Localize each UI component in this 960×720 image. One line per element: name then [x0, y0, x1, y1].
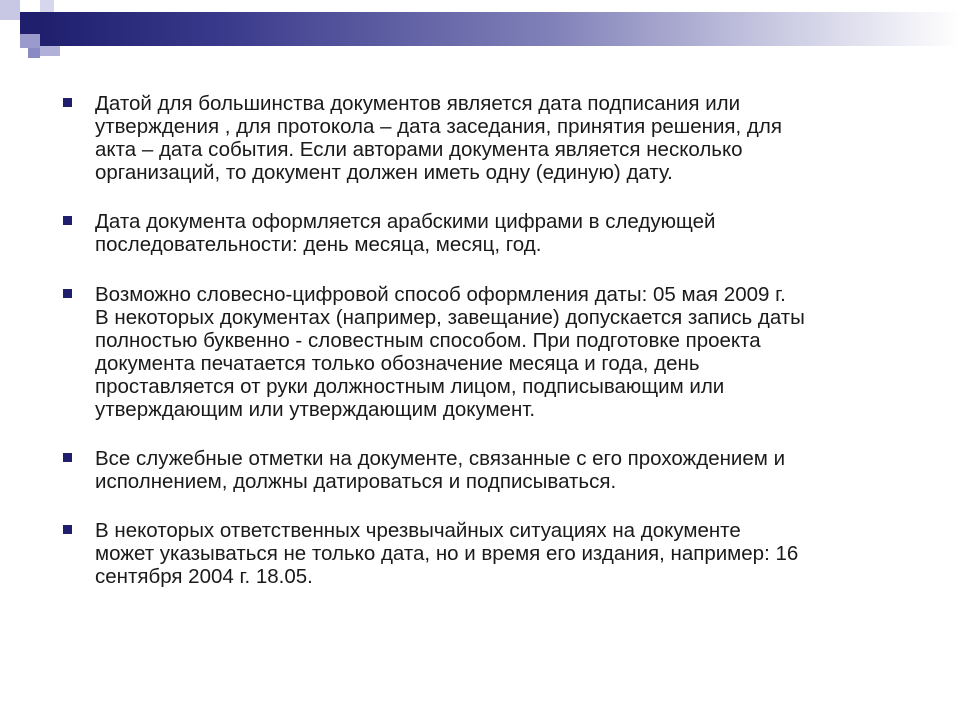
bullet-text-line: документа печатается только обозначение месяца и года, день	[95, 352, 700, 375]
bullet-item	[60, 283, 920, 421]
square-bullet-icon	[63, 453, 72, 462]
decor-square	[0, 34, 20, 48]
bullet-text-line: Все служебные отметки на документе, связанные с его прохождением и	[95, 447, 786, 470]
bullet-item	[60, 92, 920, 184]
decor-square	[28, 48, 40, 58]
bullet-text-line: последовательности: день месяца, месяц, год.	[95, 233, 542, 256]
bullet-text-line: утверждающим или утверждающим документ.	[95, 398, 536, 421]
decor-square	[0, 0, 20, 20]
square-bullet-icon	[63, 525, 72, 534]
bullet-text-line: организаций, то документ должен иметь одну (единую) дату.	[95, 161, 673, 184]
bullet-text-line: может указываться не только дата, но и время его издания, например: 16	[95, 542, 799, 565]
bullet-text-line: проставляется от руки должностным лицом, подписывающим или	[95, 375, 725, 398]
square-bullet-icon	[63, 289, 72, 298]
square-bullet-icon	[63, 98, 72, 107]
square-bullet-icon	[63, 216, 72, 225]
bullet-list	[60, 92, 920, 588]
bullet-item	[60, 210, 920, 256]
decor-square	[20, 34, 40, 48]
decor-square	[40, 46, 60, 56]
bullet-text-line: акта – дата события. Если авторами документа является несколько	[95, 138, 743, 161]
bullet-text-line: исполнением, должны датироваться и подписываться.	[95, 470, 617, 493]
bullet-text-line: сентября 2004 г. 18.05.	[95, 565, 313, 588]
bullet-item	[60, 447, 920, 493]
bullet-text-line: полностью буквенно - словестным способом. При подготовке проекта	[95, 329, 761, 352]
decor-square	[20, 12, 40, 34]
bullet-text-line: утверждения , для протокола – дата заседания, принятия решения, для	[95, 115, 782, 138]
decor-square	[40, 0, 54, 12]
header-gradient-band	[40, 12, 960, 46]
bullet-text-line: Датой для большинства документов является дата подписания или	[95, 92, 741, 115]
bullet-text-line: Возможно словесно-цифровой способ оформления даты: 05 мая 2009 г.	[95, 283, 786, 306]
bullet-item	[60, 519, 920, 588]
bullet-text-line: Дата документа оформляется арабскими цифрами в следующей	[95, 210, 716, 233]
bullet-text-line: В некоторых ответственных чрезвычайных ситуациях на документе	[95, 519, 741, 542]
bullet-text-line: В некоторых документах (например, завещание) допускается запись даты	[95, 306, 805, 329]
